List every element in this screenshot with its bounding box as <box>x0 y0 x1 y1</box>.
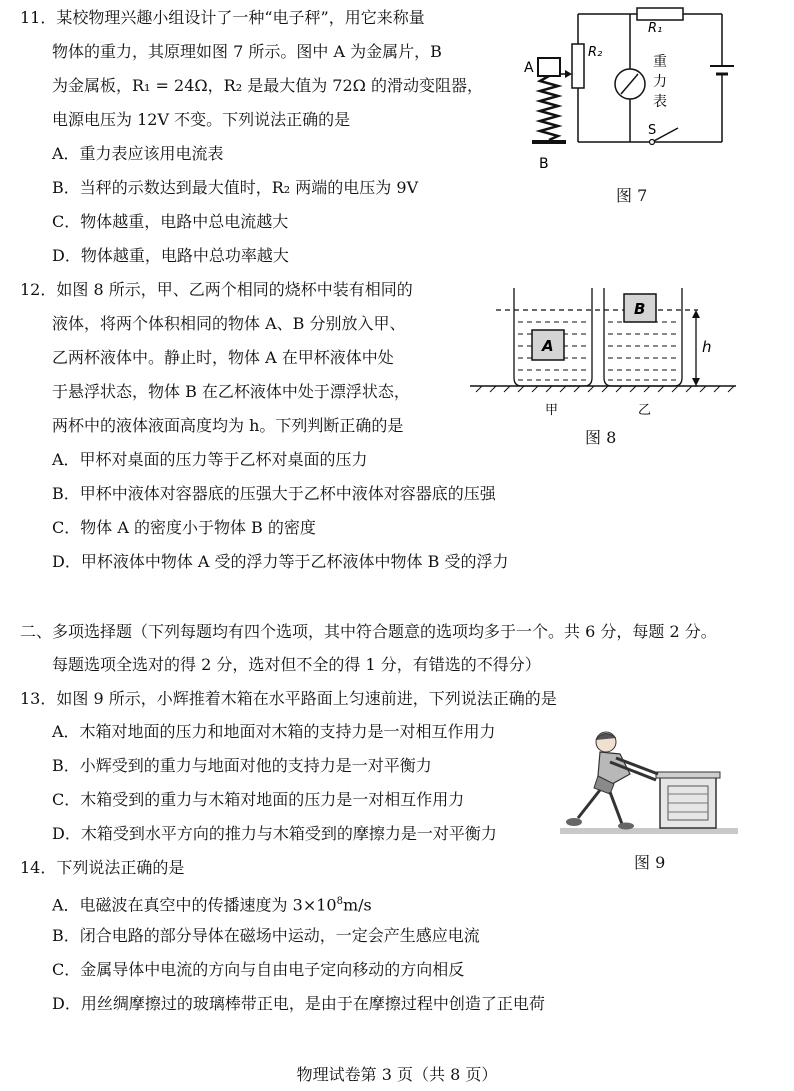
q13-stem: 13．如图 9 所示，小辉推着木箱在水平路面上匀速前进，下列说法正确的是 <box>20 689 557 708</box>
figure-8-caption: 图 8 <box>585 428 617 447</box>
q14-stem: 14．下列说法正确的是 <box>20 858 185 877</box>
figure-9-caption: 图 9 <box>634 853 666 872</box>
q11-stem-line-2: 物体的重力，其原理如图 7 所示。图中 A 为金属片，B <box>52 42 442 61</box>
label-r1: R₁ <box>648 21 663 36</box>
q11-option-a: A．重力表应该用电流表 <box>52 144 224 163</box>
q11-stem-line-4: 电源电压为 12V 不变。下列说法正确的是 <box>52 110 351 129</box>
q14-option-a-exponent: 8 <box>336 896 343 907</box>
label-r2: R₂ <box>588 45 603 60</box>
figure-7-circuit <box>510 4 750 184</box>
block-b-label: B <box>634 300 646 318</box>
meter-label-1: 重 <box>653 54 667 70</box>
label-b: B <box>539 156 549 172</box>
figure-7-caption: 图 7 <box>616 186 648 205</box>
q12-option-a: A．甲杯对桌面的压力等于乙杯对桌面的压力 <box>52 450 368 469</box>
q12-stem-line-4: 于悬浮状态，物体 B 在乙杯液体中处于漂浮状态， <box>52 382 410 401</box>
q12-stem-line-1: 12．如图 8 所示，甲、乙两个相同的烧杯中装有相同的 <box>20 280 413 299</box>
q13-option-c: C．木箱受到的重力与木箱对地面的压力是一对相互作用力 <box>52 790 465 809</box>
figure-8-beakers <box>466 282 766 422</box>
q14-option-a <box>52 892 372 915</box>
meter-label-3: 表 <box>653 94 667 110</box>
q14-option-b: B．闭合电路的部分导体在磁场中运动，一定会产生感应电流 <box>52 926 480 945</box>
q11-option-b: B．当秤的示数达到最大值时，R₂ 两端的电压为 9V <box>52 178 419 197</box>
section-2-heading: 二、多项选择题（下列每题均有四个选项，其中符合题意的选项均多于一个。共 6 分，每题 2 分。 <box>20 622 717 641</box>
q11-stem-line-3: 为金属板，R₁ = 24Ω，R₂ 是最大值为 72Ω 的滑动变阻器， <box>52 76 484 95</box>
q12-option-b: B．甲杯中液体对容器底的压强大于乙杯中液体对容器底的压强 <box>52 484 496 503</box>
q11-option-c: C．物体越重，电路中总电流越大 <box>52 212 289 231</box>
q14-option-c: C．金属导体中电流的方向与自由电子定向移动的方向相反 <box>52 960 465 979</box>
label-s: S <box>648 123 657 138</box>
q13-option-d: D．木箱受到水平方向的推力与木箱受到的摩擦力是一对平衡力 <box>52 824 497 843</box>
label-a: A <box>524 60 534 76</box>
page-footer: 物理试卷第 3 页（共 8 页） <box>296 1065 498 1084</box>
section-2-instructions: 每题选项全选对的得 2 分，选对但不全的得 1 分，有错选的不得分） <box>52 655 541 674</box>
q12-option-d: D．甲杯液体中物体 A 受的浮力等于乙杯液体中物体 B 受的浮力 <box>52 552 509 571</box>
label-jia: 甲 <box>545 403 559 418</box>
label-yi: 乙 <box>638 403 652 418</box>
q12-stem-line-2: 液体，将两个体积相同的物体 A、B 分别放入甲、 <box>52 314 406 333</box>
meter-label-2: 力 <box>653 74 667 90</box>
q12-stem-line-3: 乙两杯液体中。静止时，物体 A 在甲杯液体中处 <box>52 348 394 367</box>
q14-option-d: D．用丝绸摩擦过的玻璃棒带正电，是由于在摩擦过程中创造了正电荷 <box>52 994 545 1013</box>
figure-9-boy-pushing-box <box>560 728 740 838</box>
q14-option-a-unit: m/s <box>342 895 372 915</box>
block-a-label: A <box>542 337 554 355</box>
q12-option-c: C．物体 A 的密度小于物体 B 的密度 <box>52 518 316 537</box>
q13-option-b: B．小辉受到的重力与地面对他的支持力是一对平衡力 <box>52 756 432 775</box>
q13-option-a: A．木箱对地面的压力和地面对木箱的支持力是一对相互作用力 <box>52 722 496 741</box>
q14-option-a-text: A．电磁波在真空中的传播速度为 3×10 <box>52 895 337 915</box>
q11-option-d: D．物体越重，电路中总功率越大 <box>52 246 289 265</box>
q11-stem-line-1: 11．某校物理兴趣小组设计了一种“电子秤”，用它来称量 <box>20 8 425 27</box>
label-h: h <box>702 338 712 356</box>
q12-stem-line-5: 两杯中的液体液面高度均为 h。下列判断正确的是 <box>52 416 404 435</box>
